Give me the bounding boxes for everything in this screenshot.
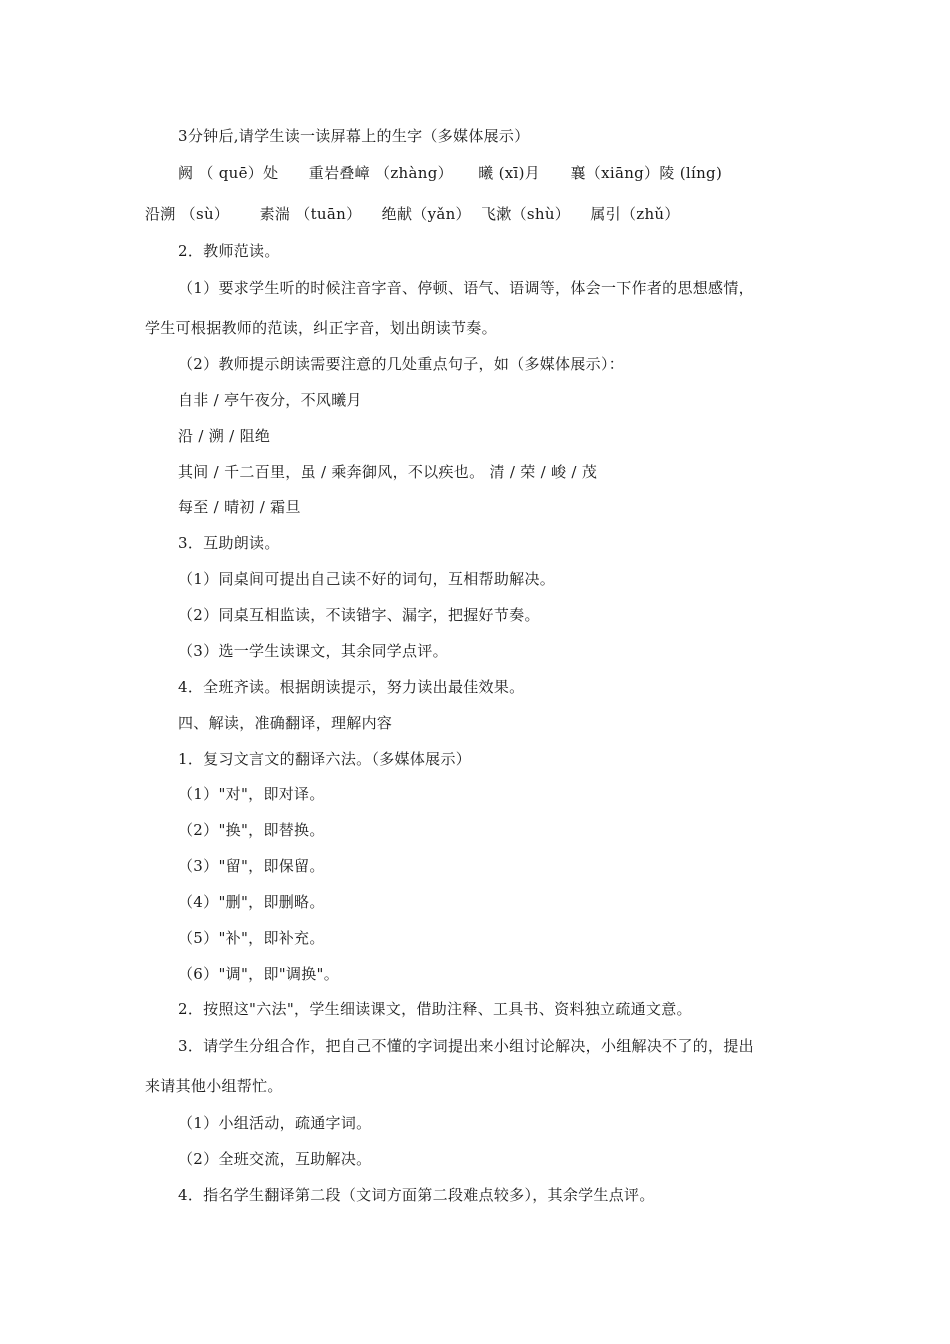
- text-line: 学生可根据教师的范读，纠正字音，划出朗读节奏。: [145, 319, 497, 337]
- text-line: 3．请学生分组合作，把自己不懂的字词提出来小组讨论解决，小组解决不了的，提出: [178, 1037, 754, 1055]
- text-line: 来请其他小组帮忙。: [145, 1077, 283, 1095]
- text-line: 自非 / 亭午夜分，不风曦月: [178, 391, 362, 409]
- text-line: 2．教师范读。: [178, 242, 280, 260]
- text-line: 4．全班齐读。根据朗读提示，努力读出最佳效果。: [178, 678, 525, 696]
- text-line: 沿溯 （sù） 素湍 （tuān） 绝献（yǎn） 飞漱（shù） 属引（zhǔ）: [145, 205, 680, 223]
- text-line: 每至 / 晴初 / 霜旦: [178, 498, 301, 516]
- text-line: 4．指名学生翻译第二段（文词方面第二段难点较多），其余学生点评。: [178, 1186, 655, 1204]
- text-line: （1）要求学生听的时候注音字音、停顿、语气、语调等，体会一下作者的思想感情，: [178, 279, 754, 297]
- text-line: （6）"调"，即"调换"。: [178, 965, 340, 983]
- text-line: （1）同桌间可提出自己读不好的词句，互相帮助解决。: [178, 570, 556, 588]
- text-line: 2．按照这"六法"，学生细读课文，借助注释、工具书、资料独立疏通文意。: [178, 1000, 692, 1018]
- text-line: （5）"补"，即补充。: [178, 929, 325, 947]
- text-line: 1．复习文言文的翻译六法。（多媒体展示）: [178, 750, 472, 768]
- text-line: （1）"对"，即对译。: [178, 785, 325, 803]
- text-line: 3．互助朗读。: [178, 534, 280, 552]
- text-line: （2）"换"，即替换。: [178, 821, 325, 839]
- text-line: （3）"留"，即保留。: [178, 857, 325, 875]
- text-line: （1）小组活动，疏通字词。: [178, 1114, 372, 1132]
- text-line: （2）全班交流，互助解决。: [178, 1150, 372, 1168]
- text-line: 其间 / 千二百里，虽 / 乘奔御风，不以疾也。 清 / 荣 / 峻 / 茂: [178, 463, 598, 481]
- text-line: 3分钟后,请学生读一读屏幕上的生字（多媒体展示）: [178, 127, 530, 145]
- text-line: （2）同桌互相监读，不读错字、漏字，把握好节奏。: [178, 606, 540, 624]
- text-line: （2）教师提示朗读需要注意的几处重点句子，如（多媒体展示）：: [178, 355, 625, 373]
- text-line: （4）"删"，即删略。: [178, 893, 325, 911]
- text-line: 沿 / 溯 / 阻绝: [178, 427, 271, 445]
- text-line: （3）选一学生读课文，其余同学点评。: [178, 642, 448, 660]
- text-line: 四、解读，准确翻译，理解内容: [178, 714, 393, 732]
- text-line: 阙 （ quē）处 重岩叠嶂 （zhàng） 曦 (xī)月 襄（xiāng）陵 (líng): [178, 164, 723, 182]
